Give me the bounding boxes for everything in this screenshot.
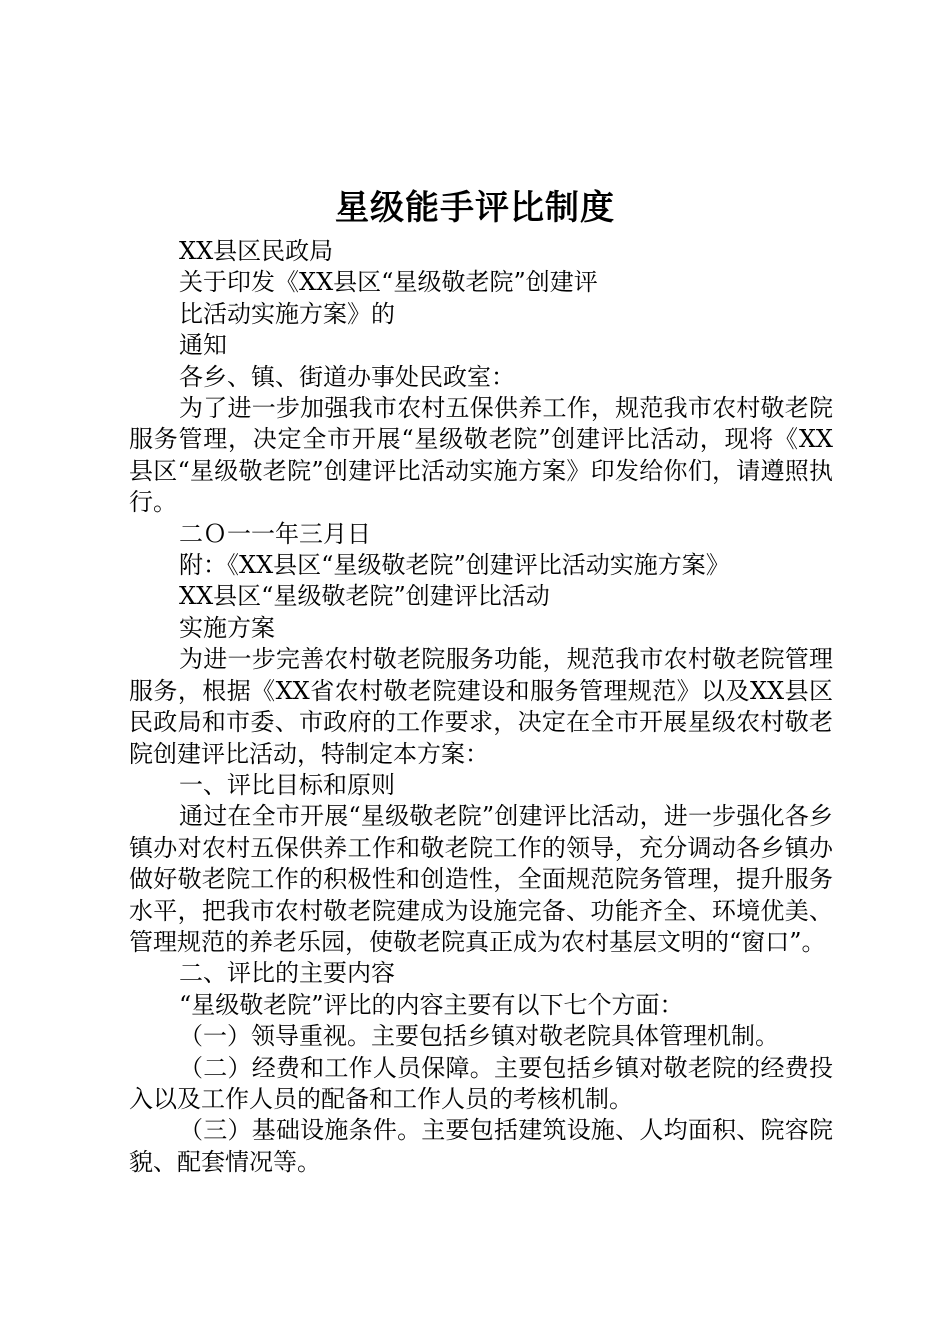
section-heading-1: 一、评比目标和原则 xyxy=(179,770,395,799)
list-item-2: （二）经费和工作人员保障。主要包括乡镇对敬老院的经费投入以及工作人员的配备和工作人员的考核机制。 xyxy=(129,1053,833,1113)
paragraph-notice-title-2: 比活动实施方案》的 xyxy=(179,299,395,328)
paragraph-date: 二Ｏ一一年三月日 xyxy=(179,519,371,548)
list-item-1: （一）领导重视。主要包括乡镇对敬老院具体管理机制。 xyxy=(179,1022,779,1051)
paragraph-notice-title-3: 通知 xyxy=(179,331,227,360)
paragraph-section-2-intro: “星级敬老院”评比的内容主要有以下七个方面： xyxy=(179,990,684,1019)
document-title: 星级能手评比制度 xyxy=(335,188,615,228)
paragraph-plan-title-1: XX县区“星级敬老院”创建评比活动 xyxy=(179,582,550,611)
paragraph-notice-body: 为了进一步加强我市农村五保供养工作，规范我市农村敬老院服务管理，决定全市开展“星级敬老院”创建评比活动，现将《XX县区“星级敬老院”创建评比活动实施方案》印发给你们，请遵照执行。 xyxy=(129,394,833,517)
section-heading-2: 二、评比的主要内容 xyxy=(179,959,395,988)
paragraph-issuer: XX县区民政局 xyxy=(179,237,334,265)
paragraph-section-1-body: 通过在全市开展“星级敬老院”创建评比活动，进一步强化各乡镇办对农村五保供养工作和敬老院工作的领导，充分调动各乡镇办做好敬老院工作的积极性和创造性，全面规范院务管理，提升服务水平，把我市农村敬老院建成为设施完备、功能齐全、环境优美、管理规范的养老乐园，使敬老院真正成为农村基层文明的“窗口”。 xyxy=(129,802,833,956)
list-item-3: （三）基础设施条件。主要包括建筑设施、人均面积、院容院貌、配套情况等。 xyxy=(129,1116,833,1176)
paragraph-plan-title-2: 实施方案 xyxy=(179,613,275,642)
paragraph-recipients: 各乡、镇、街道办事处民政室： xyxy=(179,362,515,391)
paragraph-notice-title-1: 关于印发《XX县区“星级敬老院”创建评 xyxy=(179,268,598,297)
paragraph-attachment: 附：《XX县区“星级敬老院”创建评比活动实施方案》 xyxy=(179,551,730,580)
paragraph-plan-intro: 为进一步完善农村敬老院服务功能，规范我市农村敬老院管理服务，根据《XX省农村敬老院建设和服务管理规范》以及XX县区民政局和市委、市政府的工作要求，决定在全市开展星级农村敬老院创建评比活动，特制定本方案： xyxy=(129,645,833,768)
document-body xyxy=(129,236,833,1178)
